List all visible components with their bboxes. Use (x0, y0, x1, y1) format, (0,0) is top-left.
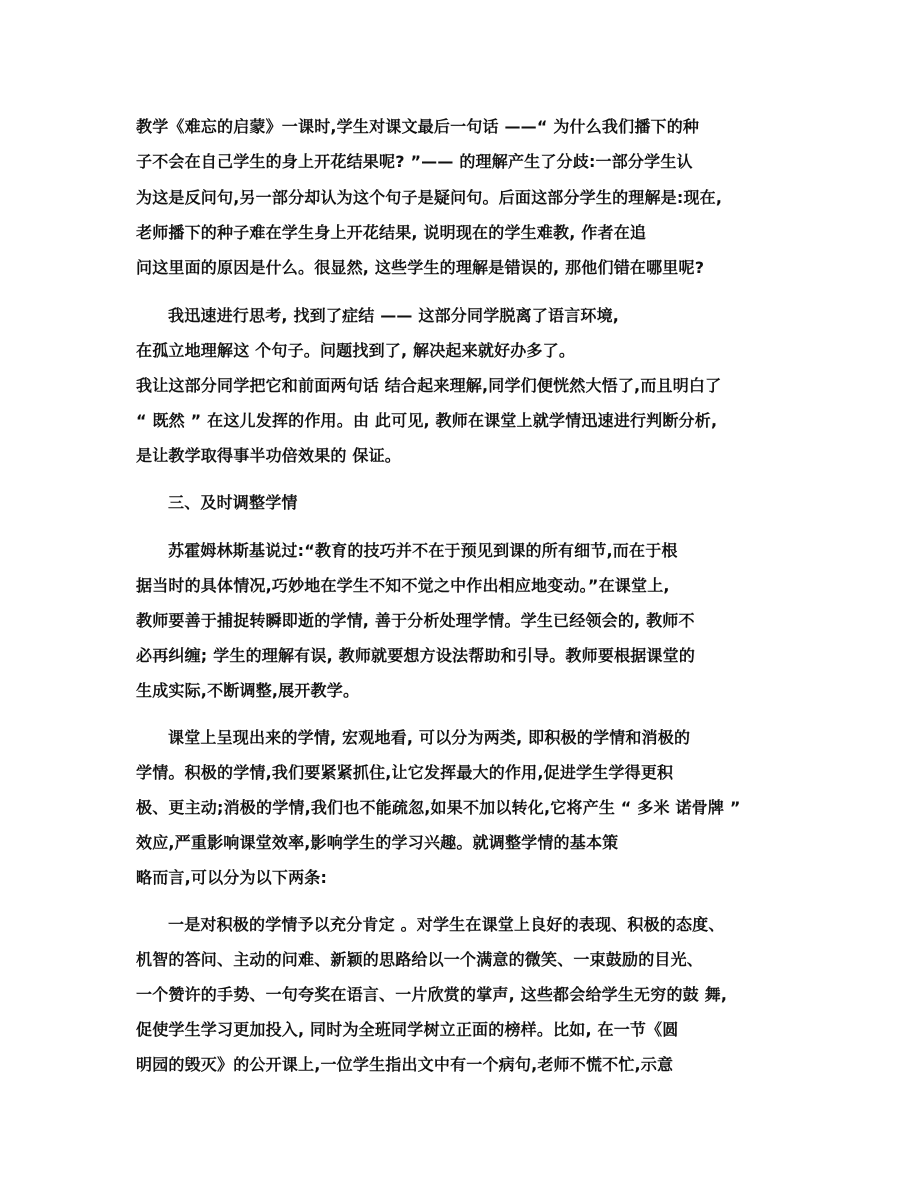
text-line: 苏霍姆林斯基说过:“教育的技巧并不在于预见到课的所有细节,而在于根 (168, 541, 678, 560)
text-line: 效应,严重影响课堂效率,影响学生的学习兴趣。就调整学情的基本策 (136, 833, 619, 852)
text-line: 在孤立地理解这 个句子。问题找到了, 解决起来就好办多了。 (136, 341, 576, 360)
text-line: 略而言,可以分为以下两条: (136, 868, 328, 887)
text-line: 必再纠缠; 学生的理解有误, 教师就要想方设法帮助和引导。教师要根据课堂的 (136, 646, 696, 665)
text-line: 促使学生学习更加投入, 同时为全班同学树立正面的榜样。比如, 在一节《圆 (136, 1020, 679, 1039)
text-line: 一个赞许的手势、一句夸奖在语言、一片欣赏的掌声, 这些都会给学生无穷的鼓 舞, (136, 985, 728, 1004)
text-line: 为这是反问句,另一部分却认为这个句子是疑问句。后面这部分学生的理解是:现在, (136, 188, 723, 207)
text-line: 是让教学取得事半功倍效果的 保证。 (136, 446, 401, 465)
text-line: 机智的答问、主动的问难、新颖的思路给以一个满意的微笑、一束鼓励的目光、 (136, 950, 704, 969)
text-line: 课堂上呈现出来的学情, 宏观地看, 可以分为两类, 即积极的学情和消极的 (168, 728, 691, 747)
text-line: 一是对积极的学情予以充分肯定 。对学生在课堂上良好的表现、积极的态度、 (168, 915, 725, 934)
text-line: 生成实际,不断调整,展开教学。 (136, 681, 360, 700)
text-line: “ 既然 ” 在这儿发挥的作用。由 此可见, 教师在课堂上就学情迅速进行判断分析, (136, 411, 718, 430)
section-heading: 三、及时调整学情 (168, 493, 298, 512)
text-line: 教师要善于捕捉转瞬即逝的学情, 善于分析处理学情。学生已经领会的, 教师不 (136, 611, 695, 630)
text-line: 我让这部分同学把它和前面两句话 结合起来理解,同学们便恍然大悟了,而且明白了 (136, 376, 722, 395)
text-line: 极、更主动;消极的学情,我们也不能疏忽,如果不加以转化,它将产生 “ 多米 诺骨牌 ” (136, 798, 741, 817)
text-line: 学情。积极的学情,我们要紧紧抓住,让它发挥最大的作用,促进学生学得更积 (136, 763, 674, 782)
text-line: 我迅速进行思考, 找到了症结 —— 这部分同学脱离了语言环境, (168, 306, 620, 325)
text-line: 老师播下的种子难在学生身上开花结果, 说明现在的学生难教, 作者在追 (136, 223, 647, 242)
text-line: 明园的毁灭》的公开课上,一位学生指出文中有一个病句,老师不慌不忙,示意 (136, 1055, 674, 1074)
text-line: 教学《难忘的启蒙》一课时,学生对课文最后一句话 ——“ 为什么我们播下的种 (136, 117, 700, 136)
text-line: 子不会在自己学生的身上开花结果呢? ”—— 的理解产生了分歧:一部分学生认 (136, 152, 693, 171)
text-line: 问这里面的原因是什么。很显然, 这些学生的理解是错误的, 那他们错在哪里呢? (136, 258, 705, 277)
text-line: 据当时的具体情况,巧妙地在学生不知不觉之中作出相应地变动。”在课堂上, (136, 576, 670, 595)
